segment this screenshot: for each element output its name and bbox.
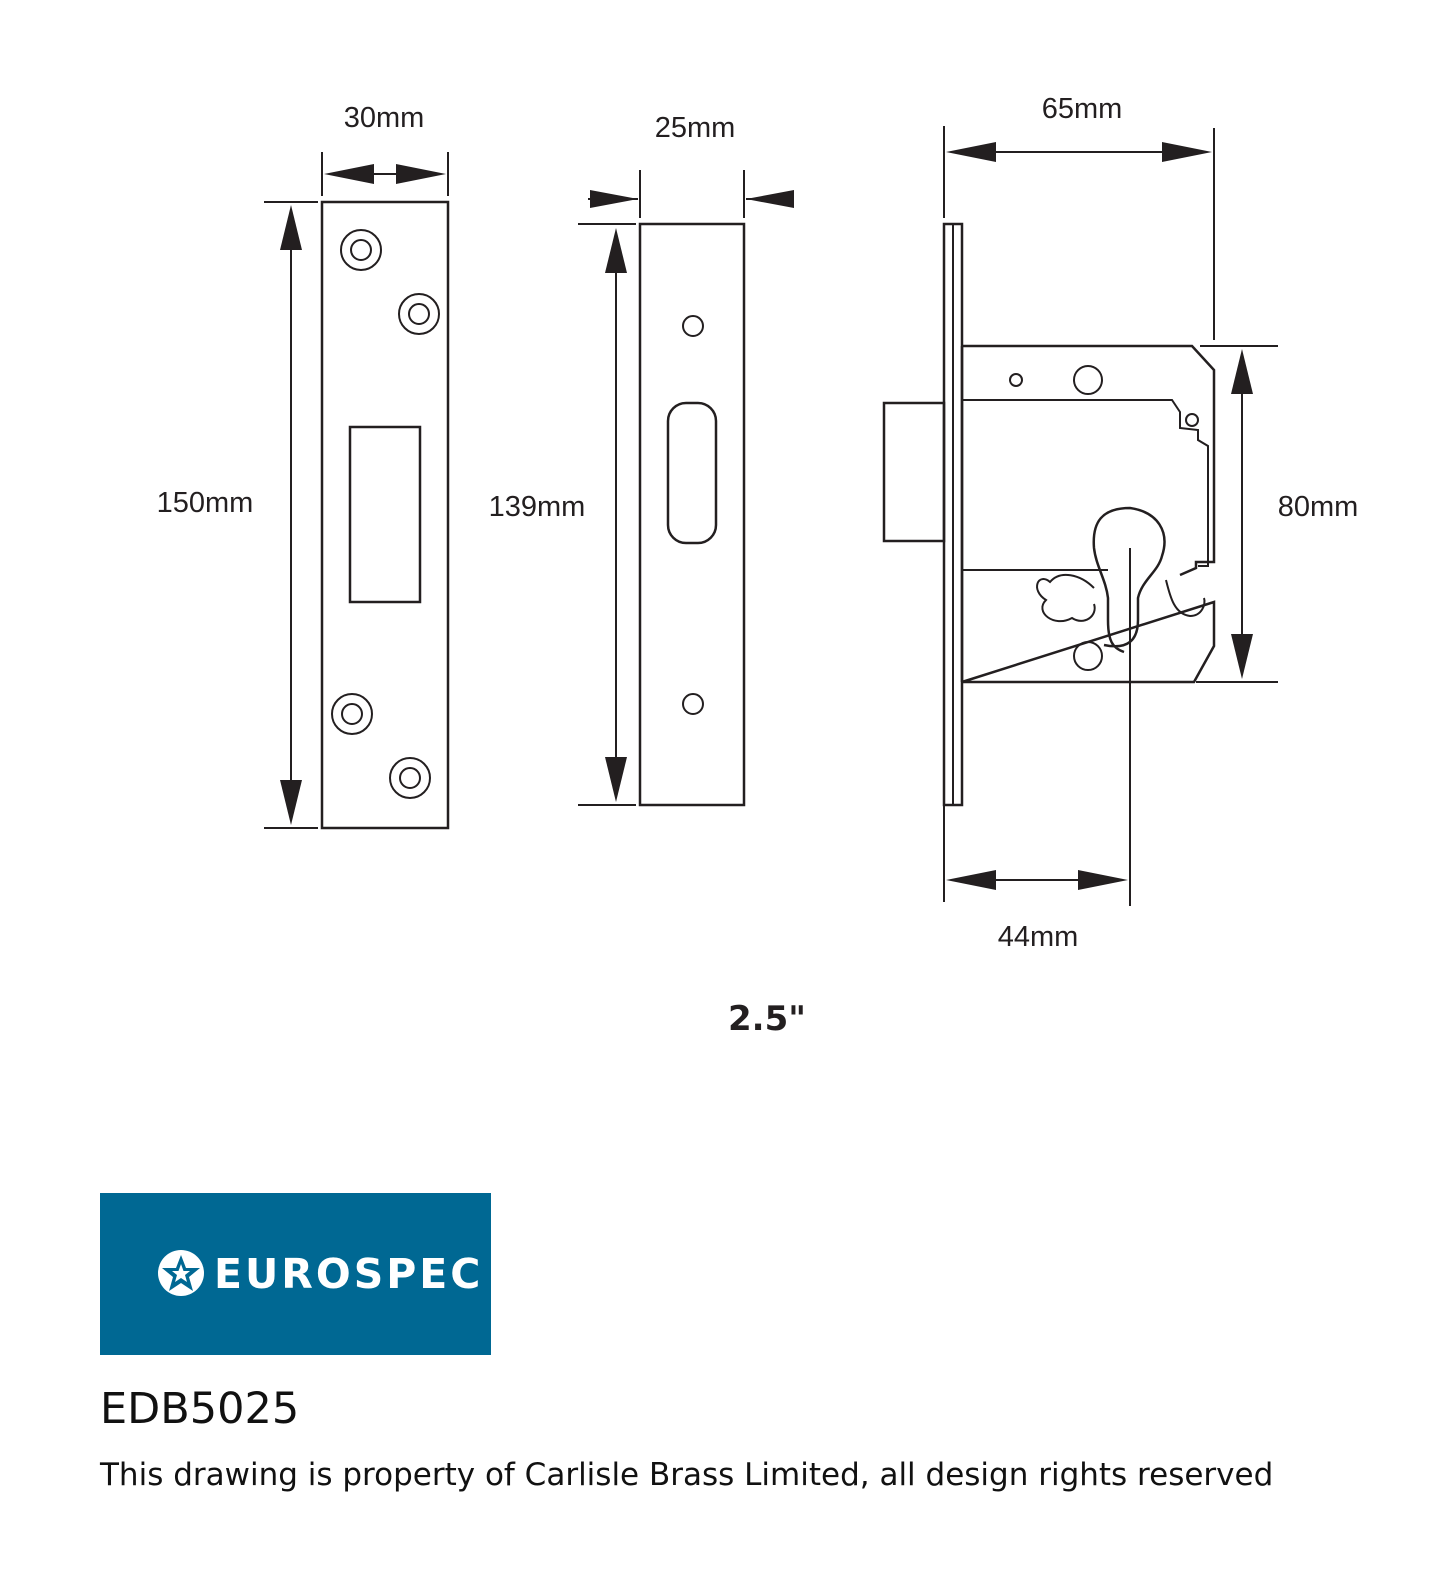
screw-hole: [390, 758, 430, 798]
strike-plate-bolt-recess: [350, 427, 420, 602]
forend-view: [489, 112, 794, 805]
forend-width-label: 25mm: [654, 112, 736, 144]
strike-plate-view: [157, 102, 448, 828]
copyright-notice: This drawing is property of Carlisle Brass Limited, all design rights reserved: [100, 1457, 1274, 1493]
deadbolt: [884, 403, 944, 541]
fixing-hole: [683, 316, 703, 336]
brand-name: EUROSPEC: [214, 1250, 484, 1298]
rivet: [1074, 366, 1102, 394]
lever-shape-left: [1037, 575, 1095, 621]
case-depth-label: 65mm: [1041, 93, 1123, 125]
rivet: [1186, 414, 1198, 426]
case-height-label: 80mm: [1277, 491, 1359, 523]
forend-height-label: 139mm: [488, 491, 586, 523]
strike-width-label: 30mm: [343, 102, 425, 134]
screw-hole: [399, 294, 439, 334]
lock-case-view: [884, 93, 1358, 953]
strike-height-label: 150mm: [156, 487, 254, 519]
backset-label: 44mm: [997, 921, 1079, 953]
forend-outline: [640, 224, 744, 805]
screw-hole: [341, 230, 381, 270]
screw-hole: [332, 694, 372, 734]
forend-bolt-slot: [668, 403, 716, 543]
fixing-hole: [683, 694, 703, 714]
scale-label: 2.5": [728, 999, 806, 1039]
lock-case-inner-rail: [962, 400, 1208, 566]
lock-case-body: [962, 346, 1214, 682]
star-in-circle-icon: [156, 1248, 206, 1298]
eurospec-logo: [100, 1193, 491, 1355]
product-code: EDB5025: [100, 1384, 300, 1434]
rivet: [1010, 374, 1022, 386]
rivet: [1074, 642, 1102, 670]
